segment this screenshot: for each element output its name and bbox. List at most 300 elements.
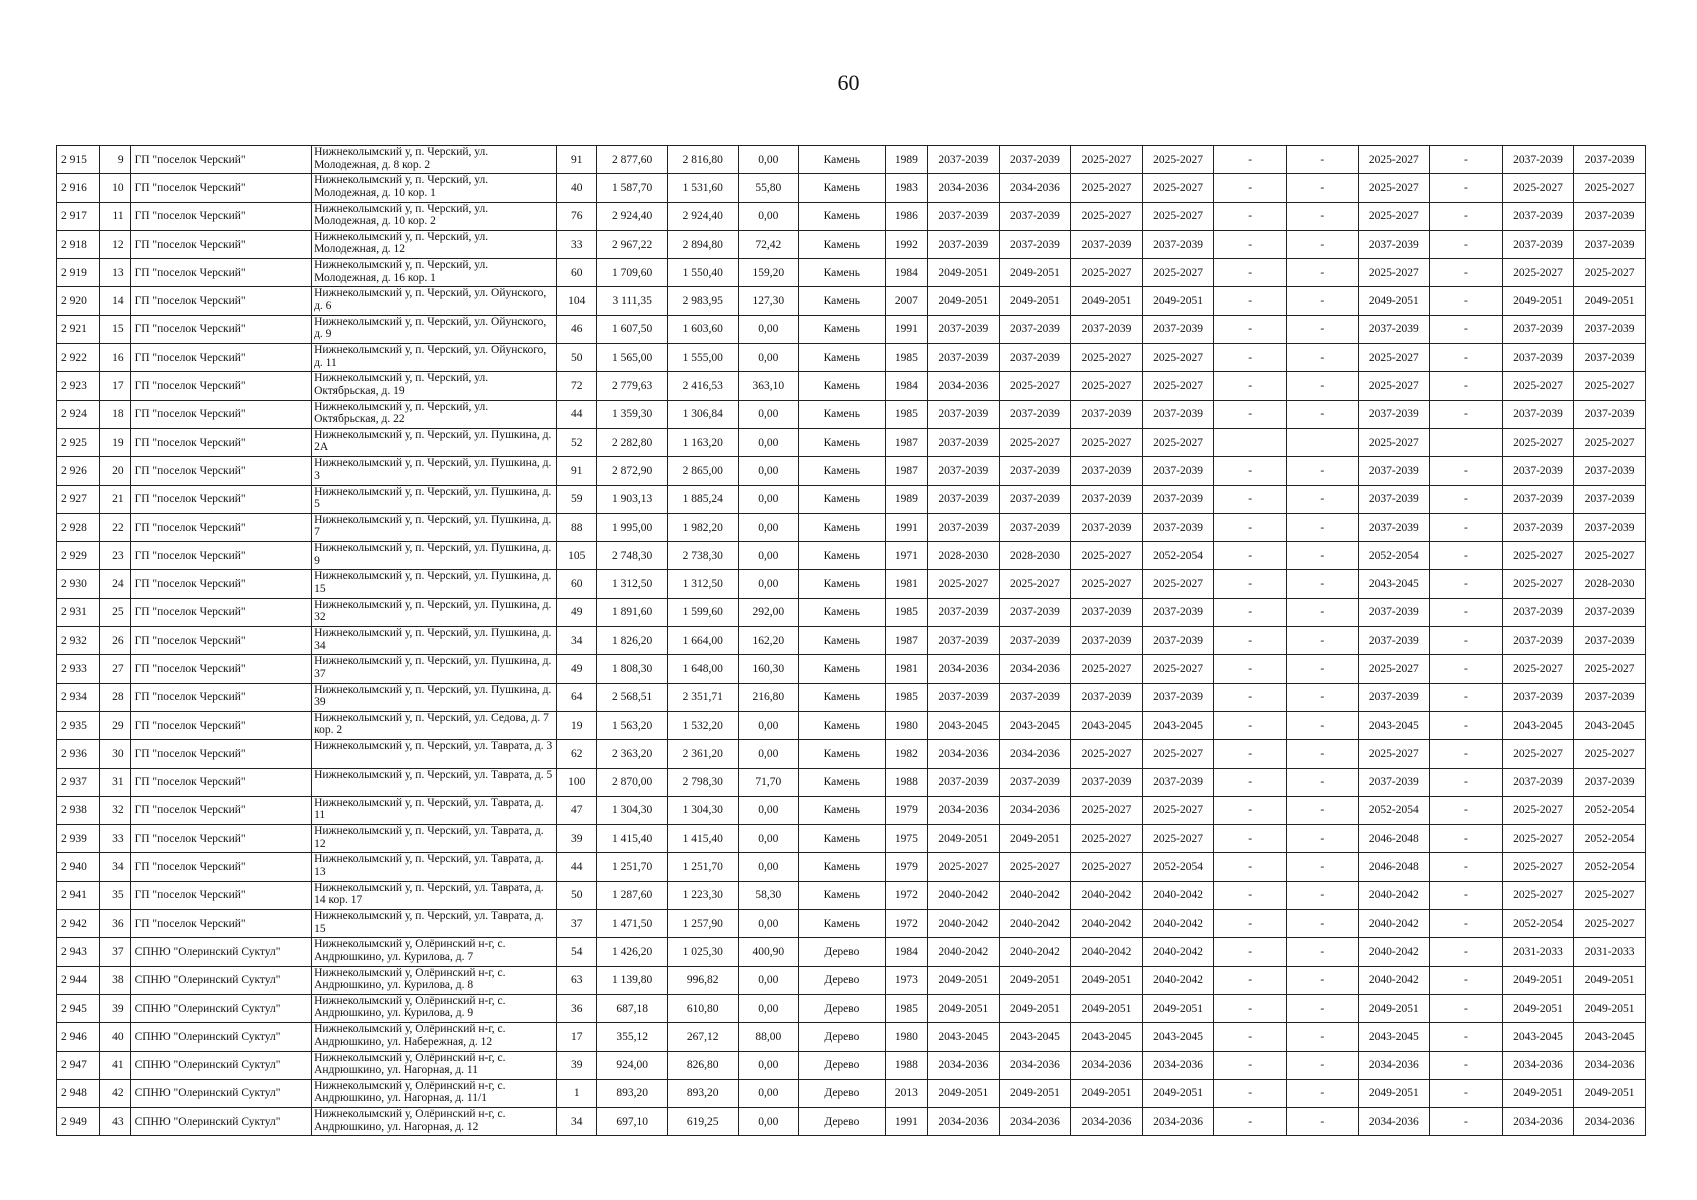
row-address-cell: Нижнеколымский у, п. Черский, ул. Таврата, д. 15 <box>312 910 557 938</box>
row-registry-number-cell: 2 935 <box>57 711 100 739</box>
row-residents-cell: 47 <box>557 796 597 824</box>
row-period-3-cell: 2037-2039 <box>1071 683 1143 711</box>
row-period-2-cell: 2034-2036 <box>999 740 1071 768</box>
row-period-4-cell: 2025-2027 <box>1142 428 1214 456</box>
row-build-year-cell: 1985 <box>885 994 927 1022</box>
row-period-4-cell: 2040-2042 <box>1142 881 1214 909</box>
row-period-7-cell: 2037-2039 <box>1358 768 1430 796</box>
row-index-cell: 34 <box>100 853 130 881</box>
row-period-10-cell: 2037-2039 <box>1574 683 1646 711</box>
row-period-3-cell: 2037-2039 <box>1071 598 1143 626</box>
row-period-2-cell: 2034-2036 <box>999 1108 1071 1136</box>
row-period-6-cell: - <box>1286 542 1358 570</box>
row-period-3-cell: 2025-2027 <box>1071 853 1143 881</box>
row-period-2-cell: 2043-2045 <box>999 711 1071 739</box>
row-residents-cell: 17 <box>557 1023 597 1051</box>
table-row <box>57 966 1646 994</box>
row-period-8-cell: - <box>1430 146 1503 174</box>
table-row <box>57 711 1646 739</box>
row-period-8-cell: - <box>1430 768 1503 796</box>
row-period-5-cell: - <box>1214 740 1287 768</box>
row-period-6-cell: - <box>1286 683 1358 711</box>
row-period-8-cell: - <box>1430 372 1503 400</box>
table-row <box>57 372 1646 400</box>
row-municipality-cell: СПНЮ "Олеринский Суктул" <box>130 938 311 966</box>
row-build-year-cell: 1988 <box>885 1051 927 1079</box>
row-registry-number-cell: 2 940 <box>57 853 100 881</box>
row-living-area-cell: 2 738,30 <box>667 542 738 570</box>
row-total-area-cell: 2 877,60 <box>597 146 668 174</box>
row-municipality-cell: СПНЮ "Олеринский Суктул" <box>130 994 311 1022</box>
row-living-area-cell: 1 603,60 <box>667 315 738 343</box>
row-nonliving-area-cell: 0,00 <box>738 570 798 598</box>
row-total-area-cell: 1 251,70 <box>597 853 668 881</box>
table-row <box>57 146 1646 174</box>
row-living-area-cell: 1 257,90 <box>667 910 738 938</box>
row-registry-number-cell: 2 922 <box>57 344 100 372</box>
row-living-area-cell: 619,25 <box>667 1108 738 1136</box>
row-nonliving-area-cell: 58,30 <box>738 881 798 909</box>
row-period-4-cell: 2037-2039 <box>1142 315 1214 343</box>
row-period-9-cell: 2025-2027 <box>1502 853 1574 881</box>
row-period-5-cell: - <box>1214 230 1287 258</box>
row-nonliving-area-cell: 72,42 <box>738 230 798 258</box>
row-period-9-cell: 2025-2027 <box>1502 542 1574 570</box>
row-living-area-cell: 1 251,70 <box>667 853 738 881</box>
row-period-5-cell: - <box>1214 372 1287 400</box>
row-period-1-cell: 2037-2039 <box>928 683 1000 711</box>
row-living-area-cell: 2 894,80 <box>667 230 738 258</box>
row-period-8-cell: - <box>1430 485 1503 513</box>
row-wall-material-cell: Камень <box>799 910 886 938</box>
row-total-area-cell: 2 967,22 <box>597 230 668 258</box>
row-period-1-cell: 2049-2051 <box>928 825 1000 853</box>
row-address-cell: Нижнеколымский у, п. Черский, ул. Таврата, д. 5 <box>312 768 557 796</box>
row-period-7-cell: 2025-2027 <box>1358 146 1430 174</box>
row-municipality-cell: ГП "поселок Черский" <box>130 344 311 372</box>
row-total-area-cell: 924,00 <box>597 1051 668 1079</box>
row-build-year-cell: 1988 <box>885 768 927 796</box>
row-period-3-cell: 2037-2039 <box>1071 230 1143 258</box>
row-period-3-cell: 2037-2039 <box>1071 768 1143 796</box>
row-address-cell: Нижнеколымский у, п. Черский, ул. Молодежная, д. 8 кор. 2 <box>312 146 557 174</box>
row-municipality-cell: ГП "поселок Черский" <box>130 485 311 513</box>
row-residents-cell: 39 <box>557 1051 597 1079</box>
row-period-6-cell: - <box>1286 627 1358 655</box>
row-period-10-cell: 2043-2045 <box>1574 711 1646 739</box>
row-period-1-cell: 2037-2039 <box>928 768 1000 796</box>
row-wall-material-cell: Камень <box>799 853 886 881</box>
row-period-5-cell: - <box>1214 938 1287 966</box>
row-period-9-cell: 2049-2051 <box>1502 1079 1574 1107</box>
row-period-7-cell: 2025-2027 <box>1358 372 1430 400</box>
row-living-area-cell: 893,20 <box>667 1079 738 1107</box>
row-registry-number-cell: 2 945 <box>57 994 100 1022</box>
row-period-9-cell: 2025-2027 <box>1502 740 1574 768</box>
row-period-1-cell: 2037-2039 <box>928 428 1000 456</box>
row-period-6-cell: - <box>1286 259 1358 287</box>
row-index-cell: 23 <box>100 542 130 570</box>
table-row <box>57 994 1646 1022</box>
row-period-7-cell: 2037-2039 <box>1358 513 1430 541</box>
row-wall-material-cell: Камень <box>799 485 886 513</box>
row-address-cell: Нижнеколымский у, п. Черский, ул. Октябрьская, д. 19 <box>312 372 557 400</box>
row-period-7-cell: 2025-2027 <box>1358 740 1430 768</box>
row-municipality-cell: ГП "поселок Черский" <box>130 146 311 174</box>
row-residents-cell: 34 <box>557 627 597 655</box>
row-period-7-cell: 2043-2045 <box>1358 570 1430 598</box>
row-period-10-cell: 2037-2039 <box>1574 485 1646 513</box>
row-index-cell: 40 <box>100 1023 130 1051</box>
row-nonliving-area-cell: 363,10 <box>738 372 798 400</box>
row-living-area-cell: 2 416,53 <box>667 372 738 400</box>
row-period-1-cell: 2037-2039 <box>928 315 1000 343</box>
row-period-9-cell: 2025-2027 <box>1502 372 1574 400</box>
row-period-3-cell: 2025-2027 <box>1071 825 1143 853</box>
row-municipality-cell: ГП "поселок Черский" <box>130 400 311 428</box>
row-period-7-cell: 2040-2042 <box>1358 938 1430 966</box>
row-build-year-cell: 1972 <box>885 881 927 909</box>
table-row <box>57 457 1646 485</box>
row-address-cell: Нижнеколымский у, п. Черский, ул. Молодежная, д. 12 <box>312 230 557 258</box>
row-municipality-cell: ГП "поселок Черский" <box>130 287 311 315</box>
row-period-8-cell: - <box>1430 287 1503 315</box>
row-period-8-cell: - <box>1430 825 1503 853</box>
row-period-9-cell: 2037-2039 <box>1502 513 1574 541</box>
row-residents-cell: 50 <box>557 881 597 909</box>
row-period-10-cell: 2037-2039 <box>1574 202 1646 230</box>
row-period-1-cell: 2037-2039 <box>928 457 1000 485</box>
row-period-3-cell: 2043-2045 <box>1071 711 1143 739</box>
row-address-cell: Нижнеколымский у, п. Черский, ул. Пушкина, д. 34 <box>312 627 557 655</box>
row-address-cell: Нижнеколымский у, п. Черский, ул. Пушкина, д. 15 <box>312 570 557 598</box>
row-wall-material-cell: Камень <box>799 230 886 258</box>
row-total-area-cell: 1 995,00 <box>597 513 668 541</box>
row-address-cell: Нижнеколымский у, п. Черский, ул. Молодежная, д. 10 кор. 2 <box>312 202 557 230</box>
row-period-1-cell: 2037-2039 <box>928 202 1000 230</box>
row-period-3-cell: 2025-2027 <box>1071 428 1143 456</box>
row-period-4-cell: 2037-2039 <box>1142 457 1214 485</box>
row-period-10-cell: 2037-2039 <box>1574 230 1646 258</box>
table-row <box>57 259 1646 287</box>
row-residents-cell: 1 <box>557 1079 597 1107</box>
row-period-6-cell: - <box>1286 570 1358 598</box>
row-period-5-cell: - <box>1214 287 1287 315</box>
row-living-area-cell: 2 865,00 <box>667 457 738 485</box>
row-period-4-cell: 2049-2051 <box>1142 287 1214 315</box>
row-period-6-cell: - <box>1286 315 1358 343</box>
row-nonliving-area-cell: 216,80 <box>738 683 798 711</box>
row-total-area-cell: 1 808,30 <box>597 655 668 683</box>
row-period-3-cell: 2025-2027 <box>1071 202 1143 230</box>
row-total-area-cell: 1 415,40 <box>597 825 668 853</box>
row-period-1-cell: 2037-2039 <box>928 598 1000 626</box>
row-period-10-cell: 2037-2039 <box>1574 768 1646 796</box>
row-period-9-cell: 2031-2033 <box>1502 938 1574 966</box>
row-period-2-cell: 2037-2039 <box>999 457 1071 485</box>
row-nonliving-area-cell: 0,00 <box>738 513 798 541</box>
row-living-area-cell: 1 025,30 <box>667 938 738 966</box>
row-period-4-cell: 2025-2027 <box>1142 570 1214 598</box>
row-nonliving-area-cell: 0,00 <box>738 344 798 372</box>
row-period-3-cell: 2037-2039 <box>1071 315 1143 343</box>
row-period-4-cell: 2025-2027 <box>1142 174 1214 202</box>
row-address-cell: Нижнеколымский у, п. Черский, ул. Ойунского, д. 11 <box>312 344 557 372</box>
row-municipality-cell: ГП "поселок Черский" <box>130 627 311 655</box>
row-period-3-cell: 2025-2027 <box>1071 372 1143 400</box>
row-living-area-cell: 1 304,30 <box>667 796 738 824</box>
row-total-area-cell: 1 709,60 <box>597 259 668 287</box>
row-period-5-cell: - <box>1214 570 1287 598</box>
row-period-1-cell: 2025-2027 <box>928 570 1000 598</box>
row-period-10-cell: 2028-2030 <box>1574 570 1646 598</box>
row-period-3-cell: 2049-2051 <box>1071 1079 1143 1107</box>
row-build-year-cell: 1973 <box>885 966 927 994</box>
row-period-2-cell: 2049-2051 <box>999 287 1071 315</box>
row-nonliving-area-cell: 0,00 <box>738 1108 798 1136</box>
row-period-9-cell: 2037-2039 <box>1502 598 1574 626</box>
row-period-9-cell: 2049-2051 <box>1502 966 1574 994</box>
row-registry-number-cell: 2 915 <box>57 146 100 174</box>
row-living-area-cell: 1 550,40 <box>667 259 738 287</box>
row-build-year-cell: 1979 <box>885 853 927 881</box>
row-registry-number-cell: 2 916 <box>57 174 100 202</box>
row-build-year-cell: 1975 <box>885 825 927 853</box>
row-period-6-cell: - <box>1286 1023 1358 1051</box>
row-living-area-cell: 1 664,00 <box>667 627 738 655</box>
row-period-10-cell: 2025-2027 <box>1574 259 1646 287</box>
row-build-year-cell: 1972 <box>885 910 927 938</box>
row-nonliving-area-cell: 0,00 <box>738 796 798 824</box>
row-period-2-cell: 2034-2036 <box>999 655 1071 683</box>
row-period-7-cell: 2037-2039 <box>1358 683 1430 711</box>
row-period-4-cell: 2034-2036 <box>1142 1108 1214 1136</box>
row-nonliving-area-cell: 400,90 <box>738 938 798 966</box>
row-build-year-cell: 1971 <box>885 542 927 570</box>
row-municipality-cell: ГП "поселок Черский" <box>130 683 311 711</box>
row-period-9-cell: 2025-2027 <box>1502 174 1574 202</box>
row-living-area-cell: 2 816,80 <box>667 146 738 174</box>
row-total-area-cell: 1 826,20 <box>597 627 668 655</box>
row-living-area-cell: 1 531,60 <box>667 174 738 202</box>
row-build-year-cell: 2013 <box>885 1079 927 1107</box>
table-row <box>57 174 1646 202</box>
row-build-year-cell: 1984 <box>885 938 927 966</box>
row-period-3-cell: 2049-2051 <box>1071 287 1143 315</box>
row-period-2-cell: 2049-2051 <box>999 994 1071 1022</box>
row-period-9-cell: 2043-2045 <box>1502 1023 1574 1051</box>
row-municipality-cell: СПНЮ "Олеринский Суктул" <box>130 966 311 994</box>
row-period-4-cell: 2025-2027 <box>1142 796 1214 824</box>
row-registry-number-cell: 2 924 <box>57 400 100 428</box>
row-residents-cell: 60 <box>557 570 597 598</box>
row-period-10-cell: 2049-2051 <box>1574 1079 1646 1107</box>
row-address-cell: Нижнеколымский у, Олёринский н-г, с. Андрюшкино, ул. Нагорная, д. 11 <box>312 1051 557 1079</box>
row-living-area-cell: 1 415,40 <box>667 825 738 853</box>
row-period-8-cell: - <box>1430 910 1503 938</box>
table-row <box>57 655 1646 683</box>
row-period-9-cell: 2037-2039 <box>1502 230 1574 258</box>
row-period-5-cell: - <box>1214 174 1287 202</box>
row-total-area-cell: 1 607,50 <box>597 315 668 343</box>
row-period-1-cell: 2034-2036 <box>928 740 1000 768</box>
row-period-10-cell: 2037-2039 <box>1574 146 1646 174</box>
row-nonliving-area-cell: 0,00 <box>738 853 798 881</box>
row-period-2-cell: 2034-2036 <box>999 1051 1071 1079</box>
row-address-cell: Нижнеколымский у, п. Черский, ул. Молодежная, д. 16 кор. 1 <box>312 259 557 287</box>
row-living-area-cell: 826,80 <box>667 1051 738 1079</box>
row-period-2-cell: 2037-2039 <box>999 202 1071 230</box>
housing-register-table <box>56 145 1646 1136</box>
row-period-6-cell: - <box>1286 513 1358 541</box>
row-period-10-cell: 2025-2027 <box>1574 655 1646 683</box>
row-period-9-cell: 2037-2039 <box>1502 627 1574 655</box>
row-wall-material-cell: Камень <box>799 570 886 598</box>
row-residents-cell: 104 <box>557 287 597 315</box>
row-residents-cell: 46 <box>557 315 597 343</box>
row-period-8-cell: - <box>1430 966 1503 994</box>
row-total-area-cell: 2 282,80 <box>597 428 668 456</box>
row-period-10-cell: 2049-2051 <box>1574 966 1646 994</box>
row-period-1-cell: 2034-2036 <box>928 796 1000 824</box>
row-period-7-cell: 2034-2036 <box>1358 1108 1430 1136</box>
row-address-cell: Нижнеколымский у, п. Черский, ул. Таврата, д. 3 <box>312 740 557 768</box>
row-period-10-cell: 2049-2051 <box>1574 994 1646 1022</box>
row-period-3-cell: 2025-2027 <box>1071 570 1143 598</box>
row-period-8-cell: - <box>1430 400 1503 428</box>
row-address-cell: Нижнеколымский у, п. Черский, ул. Молодежная, д. 10 кор. 1 <box>312 174 557 202</box>
row-build-year-cell: 1985 <box>885 400 927 428</box>
row-period-8-cell: - <box>1430 259 1503 287</box>
row-wall-material-cell: Камень <box>799 315 886 343</box>
row-period-5-cell: - <box>1214 994 1287 1022</box>
row-period-5-cell: - <box>1214 1079 1287 1107</box>
row-period-2-cell: 2040-2042 <box>999 910 1071 938</box>
row-total-area-cell: 355,12 <box>597 1023 668 1051</box>
row-nonliving-area-cell: 0,00 <box>738 994 798 1022</box>
row-residents-cell: 76 <box>557 202 597 230</box>
row-wall-material-cell: Камень <box>799 598 886 626</box>
row-period-4-cell: 2037-2039 <box>1142 683 1214 711</box>
row-living-area-cell: 1 982,20 <box>667 513 738 541</box>
row-nonliving-area-cell: 0,00 <box>738 146 798 174</box>
row-period-5-cell: - <box>1214 1108 1287 1136</box>
row-period-2-cell: 2037-2039 <box>999 230 1071 258</box>
row-municipality-cell: ГП "поселок Черский" <box>130 315 311 343</box>
row-period-8-cell <box>1430 428 1503 456</box>
row-registry-number-cell: 2 943 <box>57 938 100 966</box>
row-period-1-cell: 2037-2039 <box>928 146 1000 174</box>
row-period-7-cell: 2037-2039 <box>1358 485 1430 513</box>
row-period-6-cell: - <box>1286 485 1358 513</box>
row-period-9-cell: 2025-2027 <box>1502 570 1574 598</box>
row-period-3-cell: 2037-2039 <box>1071 457 1143 485</box>
row-address-cell: Нижнеколымский у, п. Черский, ул. Таврата, д. 12 <box>312 825 557 853</box>
row-period-3-cell: 2049-2051 <box>1071 966 1143 994</box>
row-nonliving-area-cell: 0,00 <box>738 825 798 853</box>
row-address-cell: Нижнеколымский у, п. Черский, ул. Октябрьская, д. 22 <box>312 400 557 428</box>
row-period-10-cell: 2031-2033 <box>1574 938 1646 966</box>
row-municipality-cell: ГП "поселок Черский" <box>130 513 311 541</box>
row-total-area-cell: 1 471,50 <box>597 910 668 938</box>
row-period-1-cell: 2049-2051 <box>928 994 1000 1022</box>
row-total-area-cell: 3 111,35 <box>597 287 668 315</box>
row-index-cell: 39 <box>100 994 130 1022</box>
row-index-cell: 12 <box>100 230 130 258</box>
row-period-5-cell: - <box>1214 853 1287 881</box>
table-row <box>57 400 1646 428</box>
row-wall-material-cell: Камень <box>799 428 886 456</box>
row-build-year-cell: 1987 <box>885 428 927 456</box>
row-period-10-cell: 2034-2036 <box>1574 1051 1646 1079</box>
row-period-1-cell: 2037-2039 <box>928 513 1000 541</box>
row-period-3-cell: 2040-2042 <box>1071 910 1143 938</box>
row-total-area-cell: 2 872,90 <box>597 457 668 485</box>
row-period-6-cell: - <box>1286 711 1358 739</box>
row-period-2-cell: 2040-2042 <box>999 938 1071 966</box>
row-period-8-cell: - <box>1430 711 1503 739</box>
row-wall-material-cell: Дерево <box>799 994 886 1022</box>
row-municipality-cell: ГП "поселок Черский" <box>130 711 311 739</box>
row-period-4-cell: 2025-2027 <box>1142 146 1214 174</box>
row-period-1-cell: 2025-2027 <box>928 853 1000 881</box>
row-living-area-cell: 2 924,40 <box>667 202 738 230</box>
row-period-5-cell: - <box>1214 485 1287 513</box>
row-wall-material-cell: Камень <box>799 683 886 711</box>
row-registry-number-cell: 2 936 <box>57 740 100 768</box>
row-municipality-cell: ГП "поселок Черский" <box>130 655 311 683</box>
table-row <box>57 1108 1646 1136</box>
row-period-8-cell: - <box>1430 1108 1503 1136</box>
row-period-5-cell: - <box>1214 542 1287 570</box>
row-index-cell: 35 <box>100 881 130 909</box>
row-index-cell: 31 <box>100 768 130 796</box>
row-municipality-cell: ГП "поселок Черский" <box>130 853 311 881</box>
row-period-7-cell: 2043-2045 <box>1358 1023 1430 1051</box>
row-address-cell: Нижнеколымский у, п. Черский, ул. Ойунского, д. 9 <box>312 315 557 343</box>
row-index-cell: 43 <box>100 1108 130 1136</box>
row-period-6-cell: - <box>1286 457 1358 485</box>
row-wall-material-cell: Дерево <box>799 938 886 966</box>
row-living-area-cell: 2 798,30 <box>667 768 738 796</box>
table-row <box>57 938 1646 966</box>
row-residents-cell: 49 <box>557 598 597 626</box>
row-period-4-cell: 2025-2027 <box>1142 259 1214 287</box>
row-period-5-cell <box>1214 428 1287 456</box>
row-municipality-cell: ГП "поселок Черский" <box>130 202 311 230</box>
row-period-3-cell: 2037-2039 <box>1071 485 1143 513</box>
row-total-area-cell: 2 363,20 <box>597 740 668 768</box>
row-registry-number-cell: 2 937 <box>57 768 100 796</box>
row-period-6-cell: - <box>1286 655 1358 683</box>
row-period-2-cell: 2034-2036 <box>999 796 1071 824</box>
row-registry-number-cell: 2 934 <box>57 683 100 711</box>
row-period-7-cell: 2037-2039 <box>1358 627 1430 655</box>
row-living-area-cell: 1 599,60 <box>667 598 738 626</box>
row-period-7-cell: 2037-2039 <box>1358 400 1430 428</box>
row-period-5-cell: - <box>1214 910 1287 938</box>
row-municipality-cell: ГП "поселок Черский" <box>130 259 311 287</box>
row-living-area-cell: 1 223,30 <box>667 881 738 909</box>
row-wall-material-cell: Камень <box>799 202 886 230</box>
row-period-7-cell: 2025-2027 <box>1358 259 1430 287</box>
row-nonliving-area-cell: 0,00 <box>738 1079 798 1107</box>
row-index-cell: 11 <box>100 202 130 230</box>
table-row <box>57 796 1646 824</box>
row-period-2-cell: 2034-2036 <box>999 174 1071 202</box>
row-period-7-cell: 2049-2051 <box>1358 994 1430 1022</box>
row-period-10-cell: 2025-2027 <box>1574 542 1646 570</box>
